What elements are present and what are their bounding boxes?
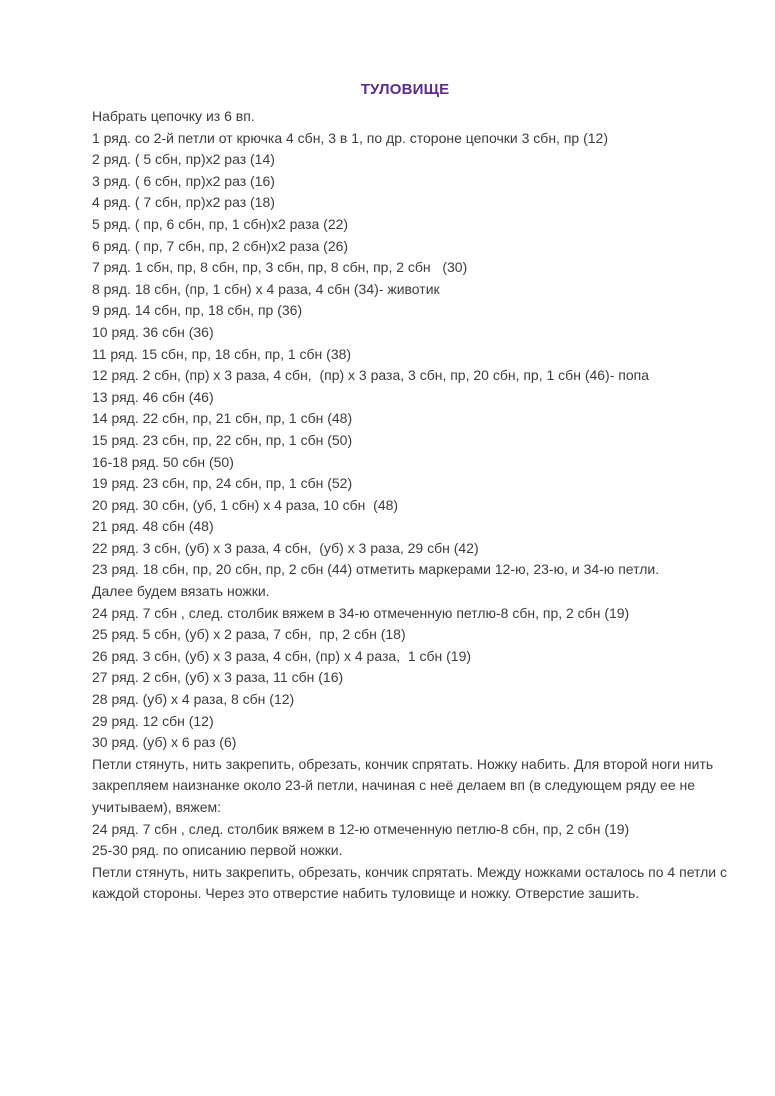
pattern-line: 13 ряд. 46 сбн (46) (92, 388, 214, 405)
pattern-line: 8 ряд. 18 сбн, (пр, 1 сбн) х 4 раза, 4 сбн (34)- животик (92, 280, 440, 297)
pattern-line: 7 ряд. 1 сбн, пр, 8 сбн, пр, 3 сбн, пр, 8 сбн, пр, 2 сбн (30) (92, 259, 468, 276)
pattern-line: 20 ряд. 30 сбн, (уб, 1 сбн) х 4 раза, 10 сбн (48) (92, 496, 399, 513)
pattern-line: 5 ряд. ( пр, 6 сбн, пр, 1 сбн)х2 раза (22) (92, 215, 349, 232)
pattern-line: 11 ряд. 15 сбн, пр, 18 сбн, пр, 1 сбн (38) (92, 345, 352, 362)
pattern-line: 6 ряд. ( пр, 7 сбн, пр, 2 сбн)х2 раза (26) (92, 237, 349, 254)
pattern-line: каждой стороны. Через это отверстие набить туловище и ножку. Отверстие зашить. (92, 885, 640, 902)
pattern-line: 27 ряд. 2 сбн, (уб) х 3 раза, 11 сбн (16) (92, 669, 344, 686)
pattern-line: 24 ряд. 7 сбн , след. столбик вяжем в 34-ю отмеченную петлю-8 сбн, пр, 2 сбн (19) (92, 604, 630, 621)
pattern-line: 25-30 ряд. по описанию первой ножки. (92, 842, 343, 859)
pattern-line: 15 ряд. 23 сбн, пр, 22 сбн, пр, 1 сбн (50) (92, 431, 353, 448)
pattern-line: 9 ряд. 14 сбн, пр, 18 сбн, пр (36) (92, 302, 303, 319)
pattern-line: Набрать цепочку из 6 вп. (92, 108, 255, 124)
pattern-line: 3 ряд. ( 6 сбн, пр)х2 раз (16) (92, 172, 275, 189)
pattern-line: 19 ряд. 23 сбн, пр, 24 сбн, пр, 1 сбн (52) (92, 475, 353, 492)
pattern-line: 22 ряд. 3 сбн, (уб) х 3 раза, 4 сбн, (уб) х 3 раза, 29 сбн (42) (92, 539, 479, 556)
pattern-line: 4 ряд. ( 7 сбн, пр)х2 раз (18) (92, 194, 275, 211)
pattern-line: Петли стянуть, нить закрепить, обрезать, кончик спрятать. Ножку набить. Для второй ноги нить (92, 755, 714, 772)
pattern-line: 1 ряд. со 2-й петли от крючка 4 сбн, 3 в 1, по др. стороне цепочки 3 сбн, пр (12) (92, 129, 608, 146)
pattern-line: 16-18 ряд. 50 сбн (50) (92, 453, 234, 470)
pattern-line: 26 ряд. 3 сбн, (уб) х 3 раза, 4 сбн, (пр) х 4 раза, 1 сбн (19) (92, 647, 472, 664)
pattern-line: 29 ряд. 12 сбн (12) (92, 712, 214, 729)
pattern-line: 21 ряд. 48 сбн (48) (92, 518, 214, 535)
pattern-text-block (92, 106, 727, 905)
pattern-line: 10 ряд. 36 сбн (36) (92, 323, 214, 340)
pattern-line: 23 ряд. 18 сбн, пр, 20 сбн, пр, 2 сбн (44) отметить маркерами 12-ю, 23-ю, и 34-ю петли. (92, 561, 660, 578)
pattern-line: 12 ряд. 2 сбн, (пр) х 3 раза, 4 сбн, (пр) х 3 раза, 3 сбн, пр, 20 сбн, пр, 1 сбн (46)- попа (92, 367, 649, 384)
pattern-line: Петли стянуть, нить закрепить, обрезать, кончик спрятать. Между ножками осталось по 4 петли с (92, 863, 727, 880)
pattern-line: Далее будем вязать ножки. (92, 583, 270, 600)
page-title: ТУЛОВИЩЕ (360, 81, 450, 98)
pattern-line: 14 ряд. 22 сбн, пр, 21 сбн, пр, 1 сбн (48) (92, 410, 353, 427)
pattern-line: 28 ряд. (уб) х 4 раза, 8 сбн (12) (92, 691, 295, 708)
pattern-line: 30 ряд. (уб) х 6 раз (6) (92, 734, 237, 751)
pattern-line: 24 ряд. 7 сбн , след. столбик вяжем в 12-ю отмеченную петлю-8 сбн, пр, 2 сбн (19) (92, 820, 630, 837)
pattern-line: 25 ряд. 5 сбн, (уб) х 2 раза, 7 сбн, пр, 2 сбн (18) (92, 626, 406, 643)
pattern-line: закрепляем наизнанке около 23-й петли, начиная с неё делаем вп (в следующем ряду ее не (92, 777, 696, 794)
pattern-line: 2 ряд. ( 5 сбн, пр)х2 раз (14) (92, 151, 275, 168)
pattern-line: учитываем), вяжем: (92, 799, 222, 815)
